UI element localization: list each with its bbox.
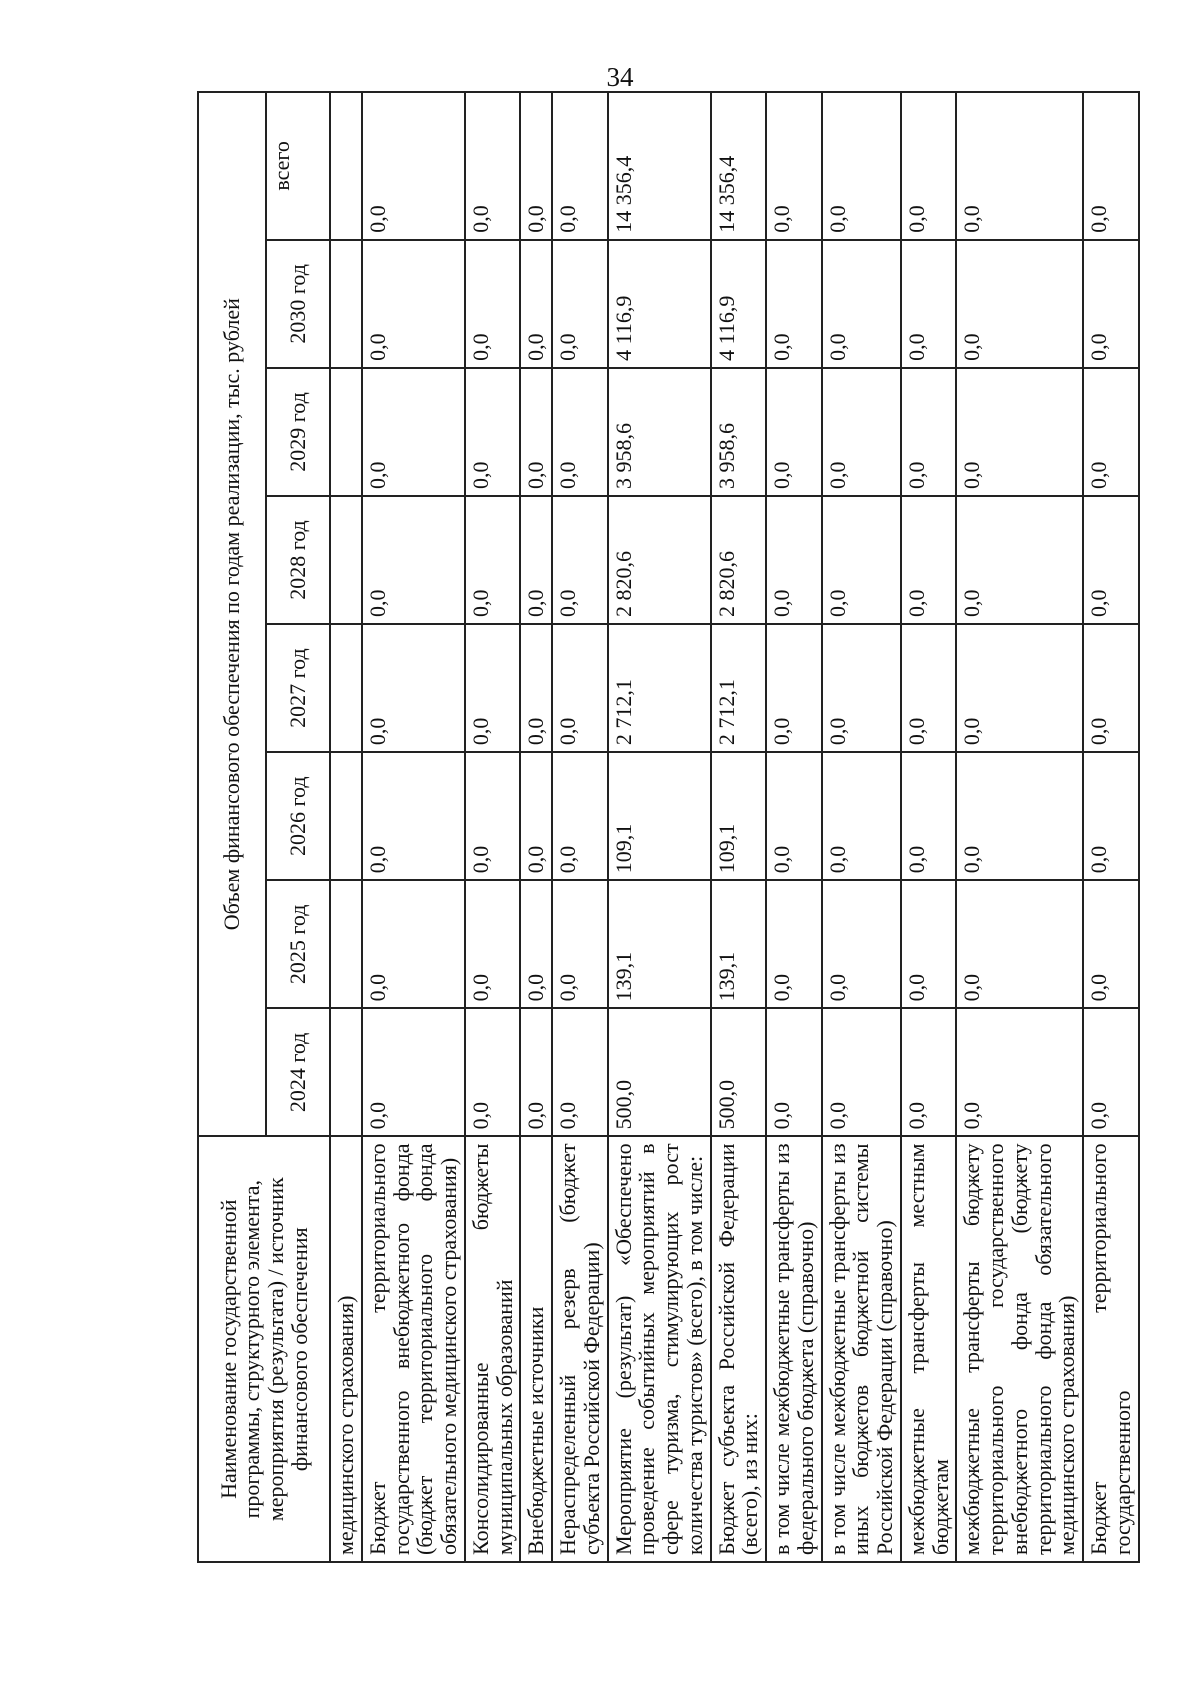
cell-year-value: 0,0	[766, 880, 822, 1008]
financing-table	[197, 91, 1140, 1563]
page-number: 34	[606, 62, 634, 92]
cell-year-value: 2 820,6	[711, 496, 767, 624]
header-group-title: Объем финансового обеспечения по годам реализации, тыс. рублей	[198, 92, 266, 1136]
cell-year-value: 0,0	[901, 880, 957, 1008]
cell-year-value: 0,0	[520, 752, 552, 880]
cell-year-value: 4 116,9	[608, 240, 711, 368]
cell-year-value: 500,0	[711, 1008, 767, 1136]
cell-year-value: 0,0	[520, 1008, 552, 1136]
cell-year-value: 0,0	[822, 880, 901, 1008]
cell-total: 0,0	[520, 92, 552, 240]
header-year-2025: 2025 год	[266, 880, 330, 1008]
cell-total: 0,0	[465, 92, 521, 240]
row-source-name: медицинского страхования)	[330, 1136, 362, 1562]
table-row	[956, 92, 1083, 1562]
cell-year-value: 0,0	[362, 1008, 465, 1136]
cell-year-value: 0,0	[465, 624, 521, 752]
cell-year-value: 0,0	[766, 1008, 822, 1136]
cell-year-value: 0,0	[822, 496, 901, 624]
cell-year-value: 0,0	[362, 240, 465, 368]
table-row	[362, 92, 465, 1562]
cell-year-value: 0,0	[822, 624, 901, 752]
table-row	[330, 92, 362, 1562]
table-row	[822, 92, 901, 1562]
cell-total: 0,0	[822, 92, 901, 240]
cell-year-value: 0,0	[1083, 1008, 1139, 1136]
cell-year-value: 3 958,6	[608, 368, 711, 496]
cell-year-value	[330, 496, 362, 624]
cell-year-value: 0,0	[956, 368, 1083, 496]
cell-year-value: 0,0	[822, 368, 901, 496]
cell-year-value: 0,0	[465, 240, 521, 368]
cell-year-value: 0,0	[362, 496, 465, 624]
cell-year-value: 0,0	[552, 880, 608, 1008]
cell-year-value: 0,0	[1083, 368, 1139, 496]
cell-year-value: 0,0	[901, 624, 957, 752]
cell-year-value	[330, 752, 362, 880]
cell-year-value: 0,0	[520, 624, 552, 752]
header-year-2024: 2024 год	[266, 1008, 330, 1136]
cell-year-value: 0,0	[465, 880, 521, 1008]
cell-year-value: 2 712,1	[608, 624, 711, 752]
cell-year-value: 0,0	[465, 752, 521, 880]
cell-total: 14 356,4	[711, 92, 767, 240]
row-source-name: Нераспределенный резерв (бюджет субъекта Российской Федерации)	[552, 1136, 608, 1562]
cell-year-value: 4 116,9	[711, 240, 767, 368]
cell-year-value: 0,0	[956, 624, 1083, 752]
cell-year-value: 0,0	[1083, 624, 1139, 752]
header-year-2028: 2028 год	[266, 496, 330, 624]
table-row	[766, 92, 822, 1562]
table-row	[1083, 92, 1139, 1562]
table-row	[520, 92, 552, 1562]
table-frame	[197, 91, 1200, 1563]
cell-year-value: 0,0	[465, 1008, 521, 1136]
cell-year-value: 0,0	[901, 240, 957, 368]
row-source-name: Бюджет субъекта Российской Федерации (всего), из них:	[711, 1136, 767, 1562]
cell-year-value: 0,0	[552, 496, 608, 624]
cell-year-value: 0,0	[956, 880, 1083, 1008]
header-year-2026: 2026 год	[266, 752, 330, 880]
cell-year-value: 0,0	[956, 240, 1083, 368]
header-year-2030: 2030 год	[266, 240, 330, 368]
cell-year-value: 500,0	[608, 1008, 711, 1136]
cell-year-value: 0,0	[1083, 880, 1139, 1008]
cell-total: 0,0	[1083, 92, 1139, 240]
cell-year-value: 0,0	[766, 496, 822, 624]
cell-year-value: 0,0	[552, 240, 608, 368]
cell-year-value	[330, 1008, 362, 1136]
cell-year-value: 0,0	[901, 1008, 957, 1136]
cell-year-value: 0,0	[552, 1008, 608, 1136]
cell-total: 0,0	[362, 92, 465, 240]
cell-year-value	[330, 880, 362, 1008]
cell-year-value: 0,0	[822, 240, 901, 368]
cell-year-value: 0,0	[766, 752, 822, 880]
cell-year-value: 0,0	[552, 368, 608, 496]
cell-total: 0,0	[956, 92, 1083, 240]
cell-year-value: 0,0	[1083, 752, 1139, 880]
table-row	[711, 92, 767, 1562]
row-source-name: в том числе межбюджетные трансферты из федерального бюджета (справочно)	[766, 1136, 822, 1562]
row-source-name: Внебюджетные источники	[520, 1136, 552, 1562]
cell-year-value: 0,0	[520, 496, 552, 624]
cell-year-value: 0,0	[766, 240, 822, 368]
cell-total: 0,0	[901, 92, 957, 240]
cell-year-value: 0,0	[901, 496, 957, 624]
cell-year-value: 2 820,6	[608, 496, 711, 624]
cell-total: 0,0	[552, 92, 608, 240]
header-year-2027: 2027 год	[266, 624, 330, 752]
row-source-name: в том числе межбюджетные трансферты из иных бюджетов бюджетной системы Российской Федерации (справочно)	[822, 1136, 901, 1562]
cell-year-value: 0,0	[520, 880, 552, 1008]
cell-year-value: 0,0	[822, 1008, 901, 1136]
cell-year-value: 3 958,6	[711, 368, 767, 496]
cell-year-value	[330, 240, 362, 368]
cell-year-value: 0,0	[1083, 240, 1139, 368]
cell-year-value: 0,0	[901, 752, 957, 880]
cell-year-value: 0,0	[520, 368, 552, 496]
table-body	[330, 92, 1139, 1562]
cell-year-value: 0,0	[956, 752, 1083, 880]
table-row	[608, 92, 711, 1562]
table-header	[198, 92, 330, 1562]
cell-year-value: 0,0	[362, 624, 465, 752]
row-source-name: Консолидированные бюджеты муниципальных образований	[465, 1136, 521, 1562]
row-source-name: межбюджетные трансферты бюджету территориального государственного внебюджетного фонда (бюджету территориального фонда обязательного медицинского страхования)	[956, 1136, 1083, 1562]
cell-year-value	[330, 368, 362, 496]
header-name-column: Наименование государственной программы, структурного элемента, мероприятия (результата) / источник финансового обеспечения	[198, 1136, 330, 1562]
cell-year-value: 0,0	[766, 624, 822, 752]
cell-year-value: 0,0	[956, 496, 1083, 624]
cell-year-value: 139,1	[608, 880, 711, 1008]
cell-year-value: 0,0	[362, 368, 465, 496]
cell-year-value: 0,0	[822, 752, 901, 880]
cell-year-value: 0,0	[552, 624, 608, 752]
table-row	[901, 92, 957, 1562]
table-row	[552, 92, 608, 1562]
cell-year-value: 0,0	[1083, 496, 1139, 624]
cell-year-value: 0,0	[766, 368, 822, 496]
row-source-name: межбюджетные трансферты местным бюджетам	[901, 1136, 957, 1562]
cell-total	[330, 92, 362, 240]
cell-year-value: 109,1	[711, 752, 767, 880]
cell-year-value: 0,0	[520, 240, 552, 368]
row-source-name: Бюджет территориального государственного	[1083, 1136, 1139, 1562]
cell-year-value: 0,0	[362, 880, 465, 1008]
cell-year-value: 0,0	[362, 752, 465, 880]
header-total: всего	[266, 92, 330, 240]
cell-year-value: 0,0	[465, 496, 521, 624]
cell-total: 0,0	[766, 92, 822, 240]
row-source-name: Бюджет территориального государственного внебюджетного фонда (бюджет территориального фонда обязательного медицинского страхования)	[362, 1136, 465, 1562]
cell-year-value: 139,1	[711, 880, 767, 1008]
cell-year-value	[330, 624, 362, 752]
table-row	[465, 92, 521, 1562]
cell-year-value: 0,0	[552, 752, 608, 880]
cell-year-value: 2 712,1	[711, 624, 767, 752]
cell-year-value: 109,1	[608, 752, 711, 880]
cell-year-value: 0,0	[465, 368, 521, 496]
cell-year-value: 0,0	[901, 368, 957, 496]
rotated-table-container	[197, 91, 1200, 1563]
cell-total: 14 356,4	[608, 92, 711, 240]
header-year-2029: 2029 год	[266, 368, 330, 496]
cell-year-value: 0,0	[956, 1008, 1083, 1136]
row-source-name: Мероприятие (результат) «Обеспечено проведение событийных мероприятий в сфере туризма, стимулирующих рост количества туристов» (всего), в том числе:	[608, 1136, 711, 1562]
